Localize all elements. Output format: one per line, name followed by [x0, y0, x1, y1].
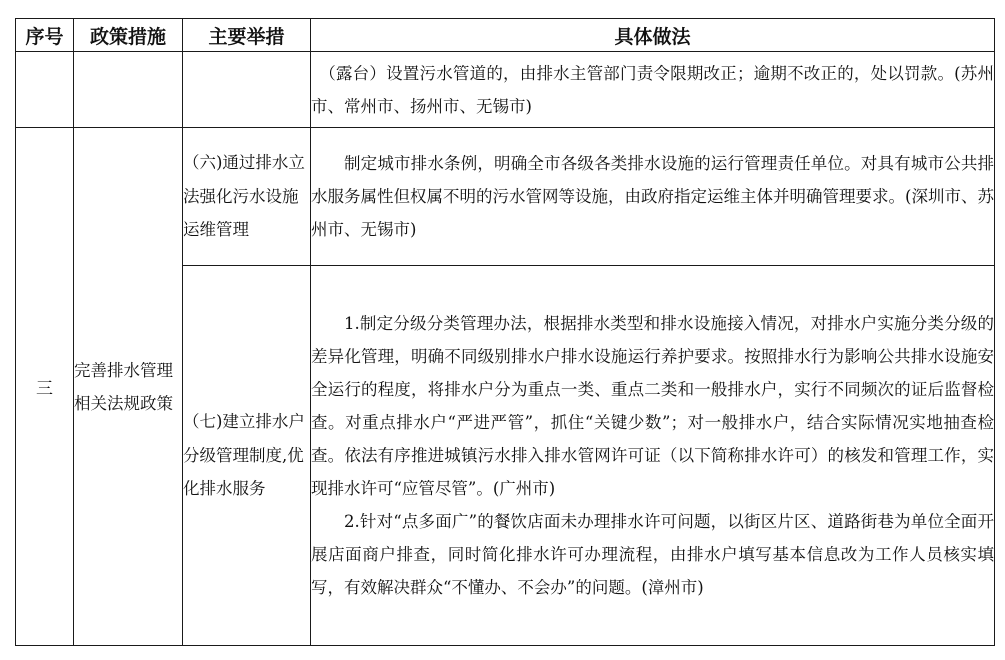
policy-table: [15, 18, 995, 646]
header-policy: 政策措施: [74, 19, 183, 52]
section-policy: 完善排水管理相关法规政策: [74, 128, 183, 646]
table-row: [16, 128, 995, 266]
header-number: 序号: [16, 19, 74, 52]
detail-7-paragraph-1: 1.制定分级分类管理办法，根据排水类型和排水设施接入情况，对排水户实施分类分级的差异化管理，明确不同级别排水户排水设施运行养护要求。按照排水行为影响公共排水设施安全运行的程度，将排水户分为重点一类、重点二类和一般排水户，实行不同频次的证后监督检查。对重点排水户“严进严管”，抓住“关键少数”；对一般排水户，结合实际情况实地抽查检查。依法有序推进城镇污水排入排水管网许可证（以下简称排水许可）的核发和管理工作，实现排水许可“应管尽管”。(广州市): [311, 314, 994, 498]
measure-6: （六)通过排水立法强化污水设施运维管理: [183, 128, 311, 266]
detail-6-paragraph: 制定城市排水条例，明确全市各级各类排水设施的运行管理责任单位。对具有城市公共排水服务属性但权属不明的污水管网等设施，由政府指定运维主体并明确管理要求。(深圳市、苏州市、无锡市): [311, 154, 994, 239]
continued-measure-cell: [183, 52, 311, 128]
header-row: [16, 19, 995, 52]
detail-6: [311, 128, 995, 266]
continued-detail-cell: [311, 52, 995, 128]
detail-7-paragraph-2: 2.针对“点多面广”的餐饮店面未办理排水许可问题，以街区片区、道路街巷为单位全面开展店面商户排查，同时简化排水许可办理流程，由排水户填写基本信息改为工作人员核实填写，有效解决群众“不懂办、不会办”的问题。(漳州市): [311, 512, 994, 597]
continued-number-cell: [16, 52, 74, 128]
continued-policy-cell: [74, 52, 183, 128]
measure-7: （七)建立排水户分级管理制度,优化排水服务: [183, 266, 311, 646]
continued-row: [16, 52, 995, 128]
header-detail: 具体做法: [311, 19, 995, 52]
section-number: 三: [16, 128, 74, 646]
header-measure: 主要举措: [183, 19, 311, 52]
continued-detail-text: （露台）设置污水管道的，由排水主管部门责令限期改正；逾期不改正的，处以罚款。(苏州市、常州市、扬州市、无锡市): [311, 63, 994, 116]
detail-7: [311, 266, 995, 646]
